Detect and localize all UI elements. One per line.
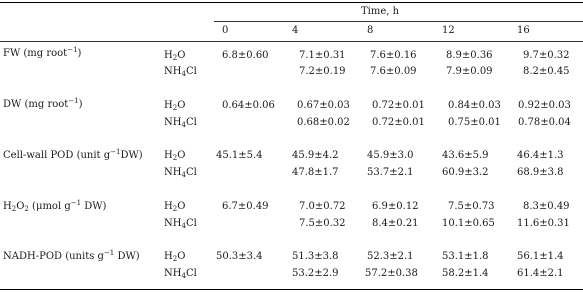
cell-fw-nh4cl-8: 7.6±0.09 bbox=[370, 66, 417, 77]
cell-pod-nh4cl-16: 68.9±3.8 bbox=[517, 167, 564, 178]
treatment-nh4cl: $NH_4Cl$ bbox=[164, 268, 197, 280]
row-label-nadh-pod: NADH-POD (units $g^{-1}$ DW) bbox=[3, 249, 140, 262]
cell-h2o2-h2o-0: 6.7±0.49 bbox=[222, 201, 269, 212]
cell-pod-h2o-16: 46.4±1.3 bbox=[517, 150, 564, 161]
cell-pod-h2o-4: 45.9±4.2 bbox=[292, 150, 339, 161]
cell-fw-nh4cl-16: 8.2±0.45 bbox=[523, 66, 570, 77]
cell-nadh-h2o-8: 52.3±2.1 bbox=[367, 251, 414, 262]
cell-nadh-nh4cl-12: 58.2±1.4 bbox=[442, 268, 489, 279]
cell-h2o2-nh4cl-4: 7.5±0.32 bbox=[299, 218, 346, 229]
header-rule bbox=[0, 41, 583, 42]
time-point-8: 8 bbox=[367, 25, 374, 36]
treatment-h2o: $H_2O$ bbox=[164, 251, 186, 263]
cell-nadh-nh4cl-16: 61.4±2.1 bbox=[517, 268, 564, 279]
treatment-nh4cl: $NH_4Cl$ bbox=[164, 117, 197, 129]
cell-nadh-h2o-12: 53.1±1.8 bbox=[442, 251, 489, 262]
cell-h2o2-nh4cl-12: 10.1±0.65 bbox=[442, 218, 495, 229]
bottom-rule bbox=[0, 289, 583, 290]
cell-fw-h2o-12: 8.9±0.36 bbox=[446, 50, 493, 61]
row-label-cell-wall-pod: Cell-wall POD (unit $g^{-1}DW$) bbox=[3, 148, 143, 161]
time-point-0: 0 bbox=[222, 25, 229, 36]
time-point-12: 12 bbox=[442, 25, 455, 36]
cell-fw-nh4cl-12: 7.9±0.09 bbox=[446, 66, 493, 77]
cell-fw-h2o-16: 9.7±0.32 bbox=[523, 50, 570, 61]
cell-h2o2-nh4cl-8: 8.4±0.21 bbox=[372, 218, 419, 229]
cell-h2o2-nh4cl-16: 11.6±0.31 bbox=[517, 218, 570, 229]
cell-dw-h2o-8: 0.72±0.01 bbox=[372, 100, 425, 111]
treatment-h2o: $H_2O$ bbox=[164, 50, 186, 62]
cell-pod-h2o-8: 45.9±3.0 bbox=[367, 150, 414, 161]
cell-dw-h2o-0: 0.64±0.06 bbox=[222, 100, 275, 111]
cell-dw-h2o-4: 0.67±0.03 bbox=[297, 100, 350, 111]
cell-fw-h2o-4: 7.1±0.31 bbox=[299, 50, 346, 61]
cell-dw-nh4cl-4: 0.68±0.02 bbox=[297, 117, 350, 128]
treatment-nh4cl: $NH_4Cl$ bbox=[164, 66, 197, 78]
cell-nadh-h2o-4: 51.3±3.8 bbox=[292, 251, 339, 262]
row-label-h2o2: $H_2O_2$ (μmol $g^{-1}$ DW) bbox=[3, 199, 107, 213]
cell-pod-nh4cl-12: 60.9±3.2 bbox=[442, 167, 489, 178]
cell-h2o2-h2o-4: 7.0±0.72 bbox=[299, 201, 346, 212]
cell-fw-nh4cl-4: 7.2±0.19 bbox=[299, 66, 346, 77]
cell-nadh-h2o-0: 50.3±3.4 bbox=[216, 251, 263, 262]
treatment-nh4cl: $NH_4Cl$ bbox=[164, 167, 197, 179]
cell-fw-h2o-0: 6.8±0.60 bbox=[222, 50, 269, 61]
row-label-fw: FW (mg root$^{-1}$) bbox=[3, 46, 82, 59]
cell-nadh-nh4cl-8: 57.2±0.38 bbox=[365, 268, 418, 279]
cell-fw-h2o-8: 7.6±0.16 bbox=[370, 50, 417, 61]
cell-dw-nh4cl-8: 0.72±0.01 bbox=[372, 117, 425, 128]
cell-dw-nh4cl-12: 0.75±0.01 bbox=[448, 117, 501, 128]
cell-dw-nh4cl-16: 0.78±0.04 bbox=[518, 117, 571, 128]
time-point-16: 16 bbox=[517, 25, 530, 36]
cell-h2o2-h2o-12: 7.5±0.73 bbox=[448, 201, 495, 212]
cell-pod-h2o-0: 45.1±5.4 bbox=[216, 150, 263, 161]
top-rule bbox=[0, 2, 583, 3]
treatment-h2o: $H_2O$ bbox=[164, 100, 186, 112]
cell-pod-nh4cl-8: 53.7±2.1 bbox=[367, 167, 414, 178]
row-label-dw: DW (mg root$^{-1}$) bbox=[3, 97, 83, 110]
cell-dw-h2o-16: 0.92±0.03 bbox=[518, 100, 571, 111]
cell-nadh-h2o-16: 56.1±1.4 bbox=[517, 251, 564, 262]
treatment-h2o: $H_2O$ bbox=[164, 150, 186, 162]
cell-dw-h2o-12: 0.84±0.03 bbox=[448, 100, 501, 111]
time-point-4: 4 bbox=[292, 25, 299, 36]
cell-h2o2-h2o-8: 6.9±0.12 bbox=[372, 201, 419, 212]
cell-nadh-nh4cl-4: 53.2±2.9 bbox=[292, 268, 339, 279]
treatment-h2o: $H_2O$ bbox=[164, 201, 186, 213]
time-underline bbox=[214, 21, 583, 22]
cell-h2o2-h2o-16: 8.3±0.49 bbox=[523, 201, 570, 212]
cell-pod-h2o-12: 43.6±5.9 bbox=[442, 150, 489, 161]
cell-pod-nh4cl-4: 47.8±1.7 bbox=[292, 167, 339, 178]
time-header: Time, h bbox=[361, 6, 400, 17]
treatment-nh4cl: $NH_4Cl$ bbox=[164, 218, 197, 230]
